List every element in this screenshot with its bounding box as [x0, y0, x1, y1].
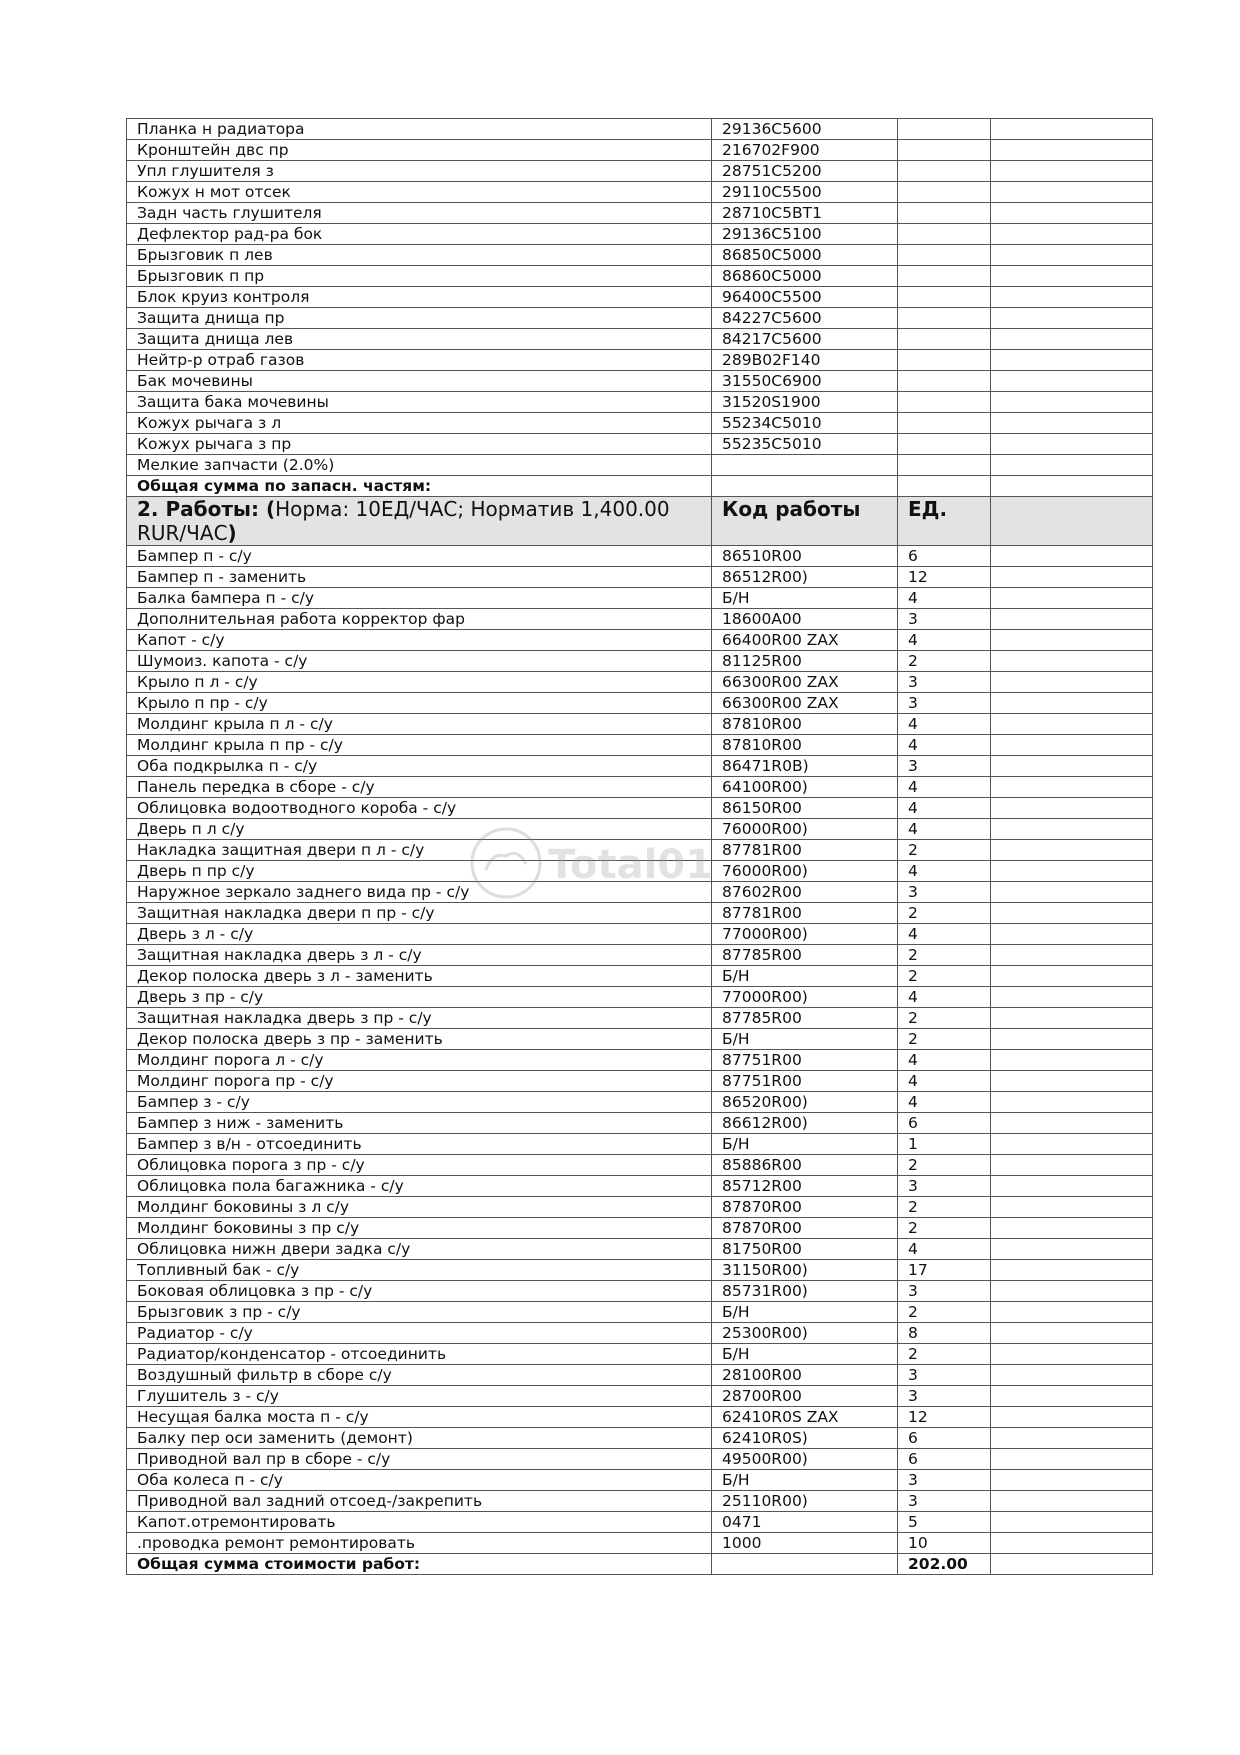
table-row [127, 1428, 1153, 1449]
work-code: 18600A00 [712, 609, 898, 630]
work-name: Топливный бак - с/у [127, 1260, 712, 1281]
work-units: 3 [898, 756, 991, 777]
table-row [127, 1029, 1153, 1050]
work-code: 66400R00 ZAX [712, 630, 898, 651]
work-code: Б/Н [712, 1470, 898, 1491]
table-row [127, 1239, 1153, 1260]
work-code: 86150R00 [712, 798, 898, 819]
part-code [712, 455, 898, 476]
work-name: Балку пер оси заменить (демонт) [127, 1428, 712, 1449]
work-units: 4 [898, 1050, 991, 1071]
work-units: 2 [898, 966, 991, 987]
work-units: 12 [898, 567, 991, 588]
parts-total-label: Общая сумма по запасн. частям: [127, 476, 712, 497]
table-row [127, 819, 1153, 840]
work-units: 4 [898, 714, 991, 735]
work-code: 0471 [712, 1512, 898, 1533]
table-row [127, 735, 1153, 756]
table-row [127, 609, 1153, 630]
work-code-header: Код работы [712, 497, 898, 546]
table-row [127, 308, 1153, 329]
work-code: 49500R00) [712, 1449, 898, 1470]
part-name: Упл глушителя з [127, 161, 712, 182]
table-row [127, 287, 1153, 308]
work-units: 3 [898, 1281, 991, 1302]
table-row [127, 1092, 1153, 1113]
work-code: 87751R00 [712, 1050, 898, 1071]
work-code: 85712R00 [712, 1176, 898, 1197]
table-row [127, 1218, 1153, 1239]
work-name: Дверь п л с/у [127, 819, 712, 840]
work-code: 81750R00 [712, 1239, 898, 1260]
table-row [127, 840, 1153, 861]
work-code: 85886R00 [712, 1155, 898, 1176]
work-units: 2 [898, 945, 991, 966]
parts-total-row [127, 476, 1153, 497]
work-units: 4 [898, 861, 991, 882]
work-name: Молдинг боковины з пр с/у [127, 1218, 712, 1239]
work-code: 86471R0B) [712, 756, 898, 777]
work-units: 6 [898, 1449, 991, 1470]
work-code: 87810R00 [712, 735, 898, 756]
part-code: 216702F900 [712, 140, 898, 161]
part-code: 28710C5BT1 [712, 203, 898, 224]
work-name: Оба подкрылка п - с/у [127, 756, 712, 777]
work-units: 3 [898, 672, 991, 693]
estimate-table [126, 118, 1153, 1575]
work-units: 3 [898, 1470, 991, 1491]
work-units: 3 [898, 1176, 991, 1197]
work-units: 4 [898, 924, 991, 945]
work-name: Облицовка пола багажника - с/у [127, 1176, 712, 1197]
work-code: 31150R00) [712, 1260, 898, 1281]
part-name: Защита бака мочевины [127, 392, 712, 413]
table-row [127, 693, 1153, 714]
part-code: 31550C6900 [712, 371, 898, 392]
work-name: Дверь з пр - с/у [127, 987, 712, 1008]
table-row [127, 140, 1153, 161]
work-name: Глушитель з - с/у [127, 1386, 712, 1407]
work-units: 2 [898, 1302, 991, 1323]
table-row [127, 1449, 1153, 1470]
work-code: 86512R00) [712, 567, 898, 588]
work-name: Оба колеса п - с/у [127, 1470, 712, 1491]
work-name: Защитная накладка дверь з л - с/у [127, 945, 712, 966]
work-units: 4 [898, 777, 991, 798]
work-units: 4 [898, 987, 991, 1008]
table-row [127, 672, 1153, 693]
work-name: Дверь п пр с/у [127, 861, 712, 882]
table-row [127, 182, 1153, 203]
table-row [127, 966, 1153, 987]
work-code: 64100R00) [712, 777, 898, 798]
work-units: 1 [898, 1134, 991, 1155]
table-row [127, 546, 1153, 567]
part-code: 55234C5010 [712, 413, 898, 434]
works-section-header [127, 497, 1153, 546]
work-name: Бампер з в/н - отсоединить [127, 1134, 712, 1155]
table-row [127, 1134, 1153, 1155]
table-row [127, 567, 1153, 588]
table-row [127, 903, 1153, 924]
part-code: 55235C5010 [712, 434, 898, 455]
table-row [127, 350, 1153, 371]
part-name: Задн часть глушителя [127, 203, 712, 224]
work-name: Крыло п л - с/у [127, 672, 712, 693]
work-name: Защитная накладка дверь з пр - с/у [127, 1008, 712, 1029]
works-section-title: 2. Работы: (Норма: 10ЕД/ЧАС; Норматив 1,400.00 RUR/ЧАС) [127, 497, 712, 546]
table-row [127, 1176, 1153, 1197]
table-row [127, 371, 1153, 392]
work-name: Накладка защитная двери п л - с/у [127, 840, 712, 861]
table-row [127, 714, 1153, 735]
table-row [127, 1302, 1153, 1323]
work-name: Облицовка нижн двери задка с/у [127, 1239, 712, 1260]
work-code: 87781R00 [712, 903, 898, 924]
part-name: Брызговик п пр [127, 266, 712, 287]
work-code: 85731R00) [712, 1281, 898, 1302]
part-name: Брызговик п лев [127, 245, 712, 266]
work-name: Приводной вал пр в сборе - с/у [127, 1449, 712, 1470]
work-units: 2 [898, 1197, 991, 1218]
work-code: 28100R00 [712, 1365, 898, 1386]
table-row [127, 413, 1153, 434]
table-row [127, 1260, 1153, 1281]
work-code: 86612R00) [712, 1113, 898, 1134]
work-name: Капот - с/у [127, 630, 712, 651]
work-code: 62410R0S ZAX [712, 1407, 898, 1428]
table-row [127, 1071, 1153, 1092]
parts-section [127, 119, 1153, 476]
work-units: 12 [898, 1407, 991, 1428]
work-code: 66300R00 ZAX [712, 672, 898, 693]
work-code: Б/Н [712, 588, 898, 609]
work-code: 77000R00) [712, 924, 898, 945]
work-code: 81125R00 [712, 651, 898, 672]
table-row [127, 1491, 1153, 1512]
works-total-label: Общая сумма стоимости работ: [127, 1554, 712, 1575]
table-row [127, 924, 1153, 945]
work-name: Защитная накладка двери п пр - с/у [127, 903, 712, 924]
part-name: Кронштейн двс пр [127, 140, 712, 161]
work-code: 1000 [712, 1533, 898, 1554]
work-name: Дверь з л - с/у [127, 924, 712, 945]
part-name: Нейтр-р отраб газов [127, 350, 712, 371]
work-units: 5 [898, 1512, 991, 1533]
work-name: .проводка ремонт ремонтировать [127, 1533, 712, 1554]
work-name: Воздушный фильтр в сборе с/у [127, 1365, 712, 1386]
table-row [127, 630, 1153, 651]
work-units: 2 [898, 1344, 991, 1365]
table-row [127, 1386, 1153, 1407]
work-code: 76000R00) [712, 861, 898, 882]
work-name: Радиатор - с/у [127, 1323, 712, 1344]
table-row [127, 245, 1153, 266]
work-name: Молдинг крыла п л - с/у [127, 714, 712, 735]
part-code: 96400C5500 [712, 287, 898, 308]
work-code: 77000R00) [712, 987, 898, 1008]
work-units: 3 [898, 693, 991, 714]
table-row [127, 266, 1153, 287]
work-code: 25110R00) [712, 1491, 898, 1512]
work-name: Молдинг боковины з л с/у [127, 1197, 712, 1218]
table-row [127, 1050, 1153, 1071]
part-name: Защита днища лев [127, 329, 712, 350]
work-name: Боковая облицовка з пр - с/у [127, 1281, 712, 1302]
work-units: 4 [898, 630, 991, 651]
work-code: 86520R00) [712, 1092, 898, 1113]
work-name: Приводной вал задний отсоед-/закрепить [127, 1491, 712, 1512]
part-name: Кожух н мот отсек [127, 182, 712, 203]
work-name: Декор полоска дверь з пр - заменить [127, 1029, 712, 1050]
work-units: 3 [898, 1491, 991, 1512]
table-row [127, 1113, 1153, 1134]
work-units: 3 [898, 1386, 991, 1407]
work-name: Бампер з - с/у [127, 1092, 712, 1113]
table-row [127, 1323, 1153, 1344]
watermark-text: Total01 [548, 842, 713, 888]
work-name: Шумоиз. капота - с/у [127, 651, 712, 672]
work-code: 87785R00 [712, 945, 898, 966]
work-units: 2 [898, 1155, 991, 1176]
part-name: Кожух рычага з пр [127, 434, 712, 455]
work-units: 6 [898, 1113, 991, 1134]
work-units: 6 [898, 546, 991, 567]
part-name: Бак мочевины [127, 371, 712, 392]
table-row [127, 392, 1153, 413]
work-code: 87785R00 [712, 1008, 898, 1029]
work-code: 87870R00 [712, 1197, 898, 1218]
work-name: Крыло п пр - с/у [127, 693, 712, 714]
work-units: 4 [898, 735, 991, 756]
work-name: Облицовка водоотводного короба - с/у [127, 798, 712, 819]
work-code: 87870R00 [712, 1218, 898, 1239]
work-code: 66300R00 ZAX [712, 693, 898, 714]
table-row [127, 203, 1153, 224]
table-row [127, 777, 1153, 798]
work-name: Молдинг крыла п пр - с/у [127, 735, 712, 756]
work-units: 4 [898, 1092, 991, 1113]
work-units: 3 [898, 882, 991, 903]
table-row [127, 329, 1153, 350]
work-units: 2 [898, 1008, 991, 1029]
work-units: 2 [898, 1218, 991, 1239]
work-name: Молдинг порога пр - с/у [127, 1071, 712, 1092]
table-row [127, 161, 1153, 182]
work-units: 3 [898, 1365, 991, 1386]
work-name: Молдинг порога л - с/у [127, 1050, 712, 1071]
work-units: 2 [898, 651, 991, 672]
table-row [127, 1344, 1153, 1365]
part-code: 29136C5100 [712, 224, 898, 245]
work-name: Капот.отремонтировать [127, 1512, 712, 1533]
work-units: 17 [898, 1260, 991, 1281]
work-name: Облицовка порога з пр - с/у [127, 1155, 712, 1176]
part-name: Мелкие запчасти (2.0%) [127, 455, 712, 476]
table-row [127, 1470, 1153, 1491]
work-code: 87810R00 [712, 714, 898, 735]
work-units: 3 [898, 609, 991, 630]
work-name: Несущая балка моста п - с/у [127, 1407, 712, 1428]
table-row [127, 1533, 1153, 1554]
work-units: 4 [898, 798, 991, 819]
part-name: Планка н радиатора [127, 119, 712, 140]
part-code: 84217C5600 [712, 329, 898, 350]
work-code: 86510R00 [712, 546, 898, 567]
work-name: Дополнительная работа корректор фар [127, 609, 712, 630]
work-name: Радиатор/конденсатор - отсоединить [127, 1344, 712, 1365]
works-section [127, 546, 1153, 1554]
part-code: 28751C5200 [712, 161, 898, 182]
work-units: 2 [898, 903, 991, 924]
table-row [127, 861, 1153, 882]
part-code: 86860C5000 [712, 266, 898, 287]
work-name: Бампер з ниж - заменить [127, 1113, 712, 1134]
table-row [127, 1407, 1153, 1428]
work-name: Панель передка в сборе - с/у [127, 777, 712, 798]
work-units: 4 [898, 1239, 991, 1260]
work-code: 87751R00 [712, 1071, 898, 1092]
table-row [127, 1281, 1153, 1302]
table-row [127, 224, 1153, 245]
table-row [127, 1365, 1153, 1386]
work-name: Балка бампера п - с/у [127, 588, 712, 609]
table-row [127, 588, 1153, 609]
part-name: Защита днища пр [127, 308, 712, 329]
part-code: 289B02F140 [712, 350, 898, 371]
table-row [127, 945, 1153, 966]
works-total-section [127, 1554, 1153, 1575]
table-row [127, 798, 1153, 819]
part-code: 31520S1900 [712, 392, 898, 413]
work-units: 4 [898, 1071, 991, 1092]
table-row [127, 1155, 1153, 1176]
parts-total-section [127, 476, 1153, 546]
work-code: 25300R00) [712, 1323, 898, 1344]
work-code: 28700R00 [712, 1386, 898, 1407]
work-name: Бампер п - заменить [127, 567, 712, 588]
work-code: Б/Н [712, 1344, 898, 1365]
work-code: 87781R00 [712, 840, 898, 861]
units-header: ЕД. [898, 497, 991, 546]
table-row [127, 882, 1153, 903]
work-units: 4 [898, 819, 991, 840]
work-name: Бампер п - с/у [127, 546, 712, 567]
work-name: Брызговик з пр - с/у [127, 1302, 712, 1323]
work-units: 10 [898, 1533, 991, 1554]
part-code: 29136C5600 [712, 119, 898, 140]
work-name: Декор полоска дверь з л - заменить [127, 966, 712, 987]
table-row [127, 1512, 1153, 1533]
part-name: Кожух рычага з л [127, 413, 712, 434]
work-name: Наружное зеркало заднего вида пр - с/у [127, 882, 712, 903]
work-units: 4 [898, 588, 991, 609]
works-total-row [127, 1554, 1153, 1575]
part-code: 29110C5500 [712, 182, 898, 203]
work-code: Б/Н [712, 966, 898, 987]
work-code: 76000R00) [712, 819, 898, 840]
table-row [127, 119, 1153, 140]
part-name: Дефлектор рад-ра бок [127, 224, 712, 245]
table-row [127, 1197, 1153, 1218]
work-units: 2 [898, 840, 991, 861]
work-units: 2 [898, 1029, 991, 1050]
table-row [127, 987, 1153, 1008]
work-code: 62410R0S) [712, 1428, 898, 1449]
table-row [127, 651, 1153, 672]
table-row [127, 455, 1153, 476]
work-code: Б/Н [712, 1302, 898, 1323]
part-code: 86850C5000 [712, 245, 898, 266]
works-total-units: 202.00 [898, 1554, 991, 1575]
work-code: 87602R00 [712, 882, 898, 903]
table-row [127, 434, 1153, 455]
work-units: 6 [898, 1428, 991, 1449]
work-code: Б/Н [712, 1029, 898, 1050]
table-row [127, 756, 1153, 777]
part-name: Блок круиз контроля [127, 287, 712, 308]
table-row [127, 1008, 1153, 1029]
work-units: 8 [898, 1323, 991, 1344]
part-code: 84227C5600 [712, 308, 898, 329]
work-code: Б/Н [712, 1134, 898, 1155]
